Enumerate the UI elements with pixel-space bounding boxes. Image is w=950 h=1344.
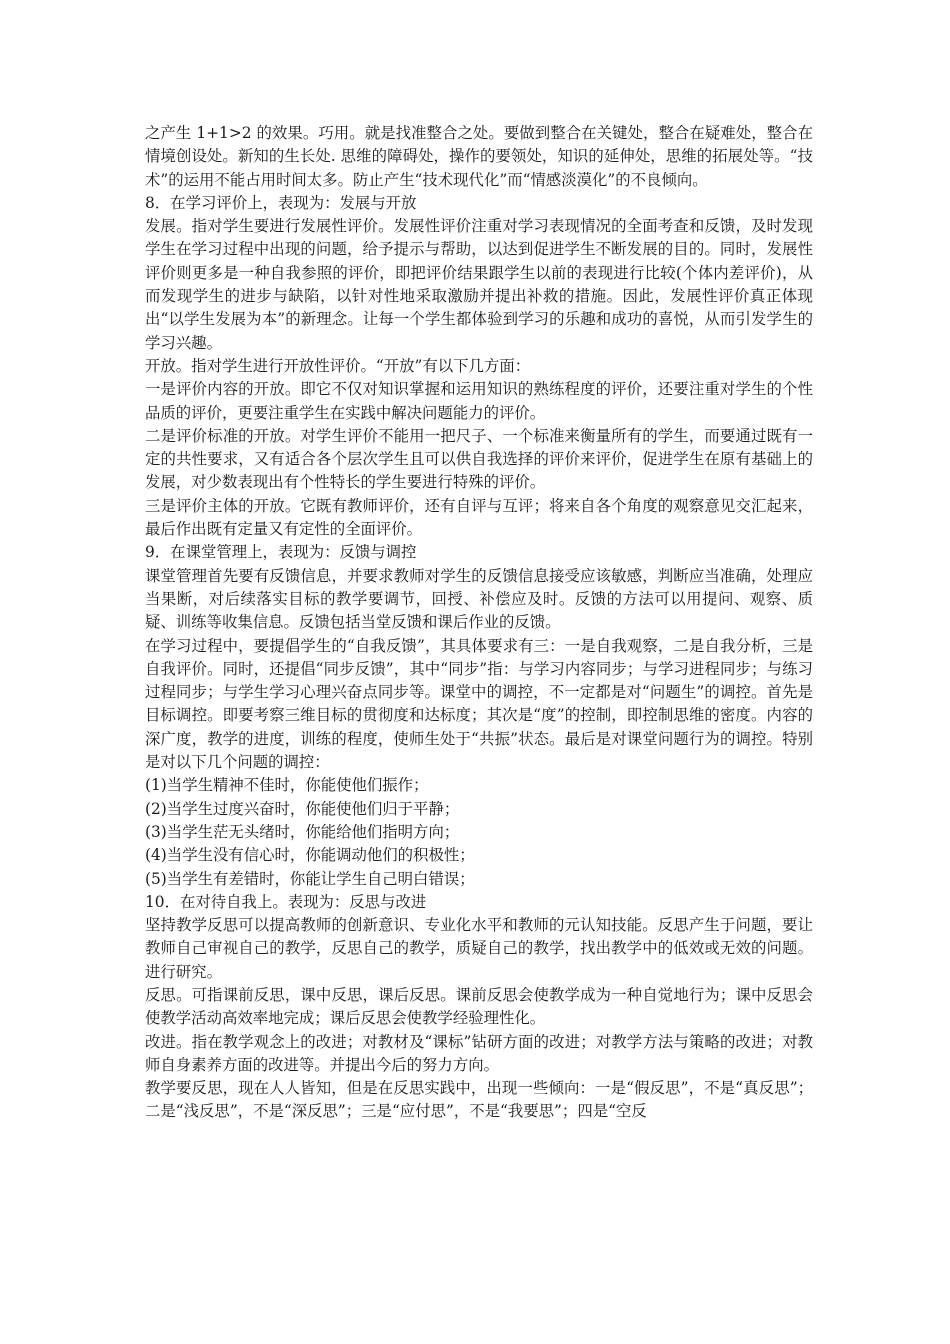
paragraph-reflection-intro: 坚持教学反思可以提高教师的创新意识、专业化水平和教师的元认知技能。反思产生于问题，要让教师自己审视自己的教学，反思自己的教学，质疑自己的教学，找出教学中的低效或无效的问题。进行研究。: [145, 916, 813, 981]
paragraph-integration-end: 之产生 1+1>2 的效果。巧用。就是找准整合之处。要做到整合在关键处，整合在疑难处，整合在情境创设处。新知的生长处. 思维的障碍处，操作的要领处，知识的延伸处，思维的拓展处等。“技术”的运用不能占用时间太多。防止产生“技术现代化”而“情感淡漠化”的不良倾向。: [145, 124, 813, 189]
list-item-2: (2)当学生过度兴奋时，你能使他们归于平静；: [145, 799, 460, 818]
list-item-4: (4)当学生没有信心时，你能调动他们的积极性；: [145, 846, 475, 865]
paragraph-feedback: 课堂管理首先要有反馈信息，并要求教师对学生的反馈信息接受应该敏感，判断应当准确，处理应当果断，对后续落实目标的教学要调节，回授、补偿应及时。反馈的方法可以用提问、观察、质疑、训练等收集信息。反馈包括当堂反馈和课后作业的反馈。: [145, 566, 813, 632]
heading-8-learning-evaluation: 8．在学习评价上，表现为：发展与开放: [145, 193, 417, 212]
paragraph-openness-intro: 开放。指对学生进行开放性评价。“开放”有以下几方面：: [145, 356, 531, 375]
paragraph-reflection: 反思。可指课前反思，课中反思，课后反思。课前反思会使教学成为一种自觉地行为；课中反思会使教学活动高效率地完成；课后反思会使教学经验理性化。: [145, 985, 813, 1028]
heading-9-classroom-management: 9．在课堂管理上，表现为：反馈与调控: [145, 543, 417, 562]
paragraph-development: 发展。指对学生要进行发展性评价。发展性评价注重对学习表现情况的全面考查和反馈，及时发现学生在学习过程中出现的问题，给予提示与帮助，以达到促进学生不断发展的目的。同时，发展性评价则更多是一种自我参照的评价，即把评价结果跟学生以前的表现进行比较(个体内差评价)，从而发现学生的进步与缺陷，以针对性地采取激励并提出补救的措施。因此，发展性评价真正体现出“以学生发展为本”的新理念。让每一个学生都体验到学习的乐趣和成功的喜悦，从而引发学生的学习兴趣。: [145, 217, 813, 352]
paragraph-reflection-tendencies: 教学要反思，现在人人皆知，但是在反思实践中，出现一些倾向：一是“假反思”，不是“真反思”；二是“浅反思”，不是“深反思”；三是“应付思”，不是“我要思”；四是“空反: [145, 1079, 813, 1121]
paragraph-open-standard: 二是评价标准的开放。对学生评价不能用一把尺子、一个标准来衡量所有的学生，而要通过既有一定的共性要求，又有适合各个层次学生且可以供自我选择的评价来评价，促进学生在原有基础上的发展，对少数表现出有个性特长的学生要进行特殊的评价。: [145, 426, 813, 492]
document-body: [145, 122, 813, 1124]
paragraph-self-feedback: 在学习过程中，要提倡学生的“自我反馈”，其具体要求有三：一是自我观察，二是自我分析，三是自我评价。同时，还提倡“同步反馈”，其中“同步”指：与学习内容同步；与学习进程同步；与练习过程同步；与学生学习心理兴奋点同步等。课堂中的调控，不一定都是对“问题生”的调控。首先是目标调控。即要考察三维目标的贯彻度和达标度；其次是“度”的控制，即控制思维的密度。内容的深广度，教学的进度，训练的程度，使师生处于“共振”状态。最后是对课堂问题行为的调控。特别是对以下几个问题的调控：: [145, 636, 813, 772]
paragraph-open-content: 一是评价内容的开放。即它不仅对知识掌握和运用知识的熟练程度的评价，还要注重对学生的个性品质的评价，更要注重学生在实践中解决问题能力的评价。: [145, 380, 813, 422]
paragraph-open-subject: 三是评价主体的开放。它既有教师评价，还有自评与互评；将来自各个角度的观察意见交汇起来，最后作出既有定量又有定性的全面评价。: [145, 496, 813, 539]
heading-10-self-reflection: 10．在对待自我上。表现为：反思与改进: [145, 892, 427, 911]
paragraph-improvement: 改进。指在教学观念上的改进；对教材及“课标”钻研方面的改进；对教学方法与策略的改进；对教师自身素养方面的改进等。并提出今后的努力方向。: [145, 1032, 813, 1074]
list-item-3: (3)当学生茫无头绪时，你能给他们指明方向；: [145, 822, 460, 841]
list-item-1: (1)当学生精神不佳时，你能使他们振作；: [145, 776, 429, 795]
list-item-5: (5)当学生有差错时，你能让学生自己明白错误；: [145, 869, 475, 888]
